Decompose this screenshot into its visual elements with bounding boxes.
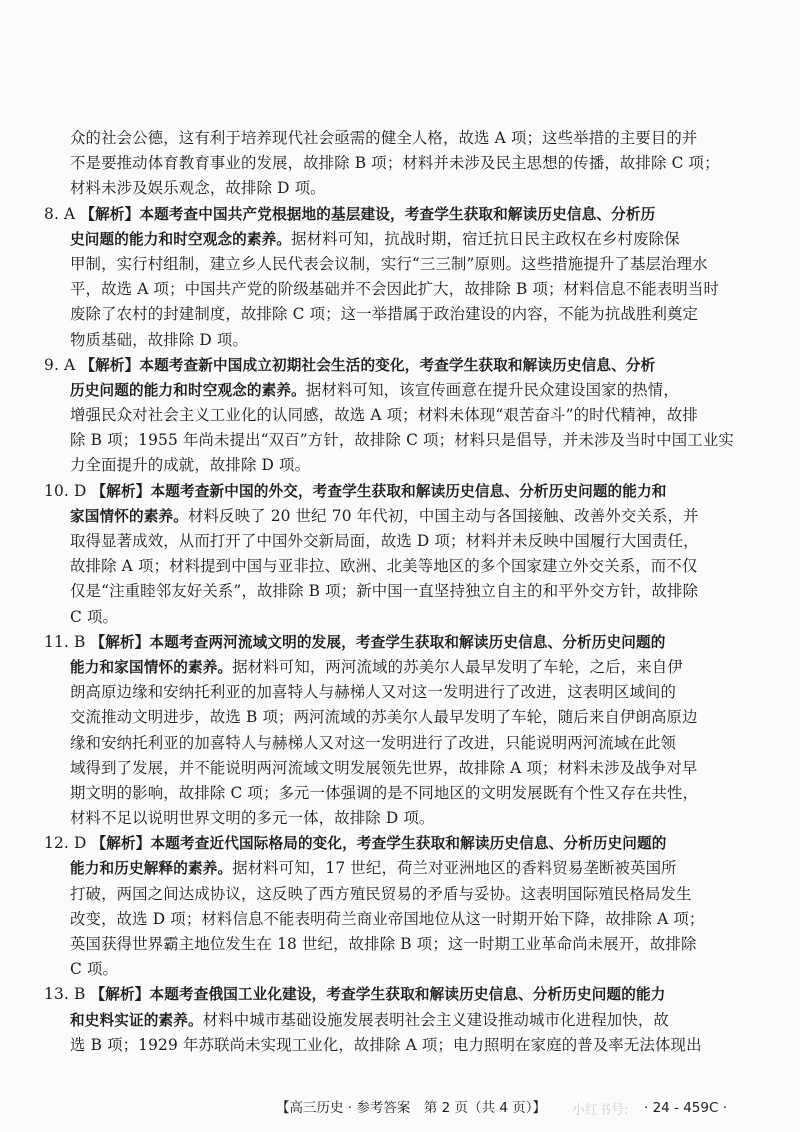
text-line xyxy=(44,856,754,881)
body-text: 材料反映了 20 世纪 70 年代初，中国主动与各国接触、改善外交关系，并 xyxy=(187,506,699,525)
text-line: 众的社会公德，这有利于培养现代社会亟需的健全人格，故选 A 项；这些举措的主要目的并 xyxy=(70,129,698,147)
text-line: 仅是“注重睦邻友好关系”，故排除 B 项；新中国一直坚持独立自主的和平外交方针，故排除 xyxy=(70,582,699,601)
bold-text: 本题考查两河流域文明的发展，考查学生获取和解读历史信息、分析历史问题的 xyxy=(149,633,666,651)
text-line: 选 B 项；1929 年苏联尚未实现工业化，故排除 A 项；电力照明在家庭的普及率无法体现出 xyxy=(70,1035,702,1054)
bold-text: 和史料实证的素养。 xyxy=(70,1011,203,1029)
body-text: 据材料可知，两河流域的苏美尔人最早发明了车轮，之后，来自伊 xyxy=(232,657,683,676)
answer-number: 9. A xyxy=(44,355,76,374)
answer-head xyxy=(44,630,754,655)
text-line: C 项。 xyxy=(70,960,119,979)
answer-item-11 xyxy=(44,630,754,832)
answer-number: 13. B xyxy=(44,985,86,1004)
footer-code: · 24 - 459C · xyxy=(644,1100,727,1116)
answer-number: 12. D xyxy=(44,834,87,853)
answer-head xyxy=(44,479,754,504)
answer-content xyxy=(44,126,754,1058)
text-line: 打破，两国之间达成协议，这反映了西方殖民贸易的矛盾与妥协。这表明国际殖民格局发生 xyxy=(70,884,692,903)
text-line: 朗高原边缘和安纳托利亚的加喜特人与赫梯人又对这一发明进行了改进，这表明区域间的 xyxy=(70,683,677,702)
bold-text: 本题考查中国共产党根据地的基层建设，考查学生获取和解读历史信息、分析历 xyxy=(139,205,656,223)
bold-text: 本题考查新中国成立初期社会生活的变化，考查学生获取和解读历史信息、分析 xyxy=(139,356,656,374)
body-text: 据材料可知，17 世纪，荷兰对亚洲地区的香料贸易垄断被英国所 xyxy=(232,859,677,878)
text-line: 期文明的影响，故排除 C 项；多元一体强调的是不同地区的文明发展既有个性又存在共性， xyxy=(70,783,699,802)
answer-item-8 xyxy=(44,202,754,353)
bold-text: 史问题的能力和时空观念的素养。 xyxy=(70,230,292,248)
analysis-tag: 【解析】 xyxy=(91,482,151,500)
text-line xyxy=(44,504,754,529)
text-line: 英国获得世界霸主地位发生在 18 世纪，故排除 B 项；这一时期工业革命尚未展开，故排除 xyxy=(70,935,697,953)
text-line: 废除了农村的封建制度，故排除 C 项；这一举措属于政治建设的内容，不能为抗战胜利奠定 xyxy=(70,305,699,324)
answer-item-12 xyxy=(44,831,754,982)
bold-text: 能力和历史解释的素养。 xyxy=(70,860,233,878)
answer-item-9 xyxy=(44,353,754,479)
watermark: 小红书号: xyxy=(572,1103,629,1118)
answer-number: 11. B xyxy=(44,632,86,651)
text-line xyxy=(44,378,754,403)
bold-text: 家国情怀的素养。 xyxy=(70,507,188,525)
bold-text: 能力和家国情怀的素养。 xyxy=(70,658,233,676)
text-line: 除 B 项；1955 年尚未提出“双百”方针，故排除 C 项；材料只是倡导，并未涉及当时中国工业实 xyxy=(70,431,734,450)
answer-head xyxy=(44,982,754,1007)
page-footer xyxy=(0,1097,800,1119)
answer-number: 10. D xyxy=(44,481,87,500)
bold-text: 本题考查近代国际格局的变化，考查学生获取和解读历史信息、分析历史问题的 xyxy=(150,835,667,853)
text-line: 平，故选 A 项；中国共产党的阶级基础并不会因此扩大，故排除 B 项；材料信息不能表明当时 xyxy=(70,280,719,299)
text-line xyxy=(44,227,754,252)
text-line: C 项。 xyxy=(70,607,119,626)
text-line: 甲制，实行村组制，建立乡人民代表会议制，实行“三三制”原则。这些措施提升了基层治理水 xyxy=(70,254,708,273)
body-text: 材料中城市基础设施发展表明社会主义建设推动城市化进程加快，故 xyxy=(202,1010,669,1029)
text-line: 故排除 A 项；材料提到中国与亚非拉、欧洲、北美等地区的多个国家建立外交关系，而不仅 xyxy=(70,557,698,576)
analysis-tag: 【解析】 xyxy=(80,205,140,223)
answer-item-10 xyxy=(44,479,754,630)
analysis-tag: 【解析】 xyxy=(90,986,150,1004)
text-line: 材料未涉及娱乐观念，故排除 D 项。 xyxy=(70,179,326,198)
continuation-paragraph xyxy=(44,126,754,202)
answer-item-13 xyxy=(44,982,754,1058)
text-line: 不是要推动体育教育事业的发展，故排除 B 项；材料并未涉及民主思想的传播，故排除 C 项； xyxy=(70,154,720,173)
answer-head xyxy=(44,202,754,227)
bold-text: 本题考查俄国工业化建设，考查学生获取和解读历史信息、分析历史问题的能力 xyxy=(149,986,666,1004)
text-line: 材料不足以说明世界文明的多元一体，故排除 D 项。 xyxy=(70,809,435,828)
analysis-tag: 【解析】 xyxy=(80,356,140,374)
bold-text: 历史问题的能力和时空观念的素养。 xyxy=(70,381,306,399)
text-line: 域得到了发展，并不能说明两河流域文明发展领先世界，故排除 A 项；材料未涉及战争对早 xyxy=(70,758,698,777)
bold-text: 本题考查新中国的外交，考查学生获取和解读历史信息、分析历史问题的能力和 xyxy=(150,482,667,500)
answer-head xyxy=(44,831,754,856)
text-line xyxy=(44,1008,754,1033)
text-line: 增强民众对社会主义工业化的认同感，故选 A 项；材料未体现“艰苦奋斗”的时代精神，故排 xyxy=(70,406,698,425)
text-line: 改变，故选 D 项；材料信息不能表明荷兰商业帝国地位从这一时期开始下降，故排除 A 项； xyxy=(70,909,705,928)
answer-number: 8. A xyxy=(44,204,76,223)
text-line xyxy=(44,655,754,680)
text-line: 物质基础，故排除 D 项。 xyxy=(70,330,248,349)
answer-head xyxy=(44,353,754,378)
text-line: 力全面提升的成就，故排除 D 项。 xyxy=(70,456,311,475)
body-text: 据材料可知，抗战时期，宿迁抗日民主政权在乡村废除保 xyxy=(291,229,680,248)
text-line: 缘和安纳托利亚的加喜特人与赫梯人又对这一发明进行了改进，只能说明两河流域在此领 xyxy=(70,733,677,752)
analysis-tag: 【解析】 xyxy=(91,835,151,853)
analysis-tag: 【解析】 xyxy=(90,633,150,651)
body-text: 据材料可知，该宣传画意在提升民众建设国家的热情， xyxy=(305,380,679,399)
text-line: 交流推动文明进步，故选 B 项；两河流域的苏美尔人最早发明了车轮，随后来自伊朗高原边 xyxy=(70,708,698,727)
text-line: 取得显著成效，从而打开了中国外交新局面，故选 D 项；材料并未反映中国履行大国责任， xyxy=(70,532,699,550)
footer-title: 【高三历史 · 参考答案 第 2 页（共 4 页）】 xyxy=(276,1100,546,1116)
